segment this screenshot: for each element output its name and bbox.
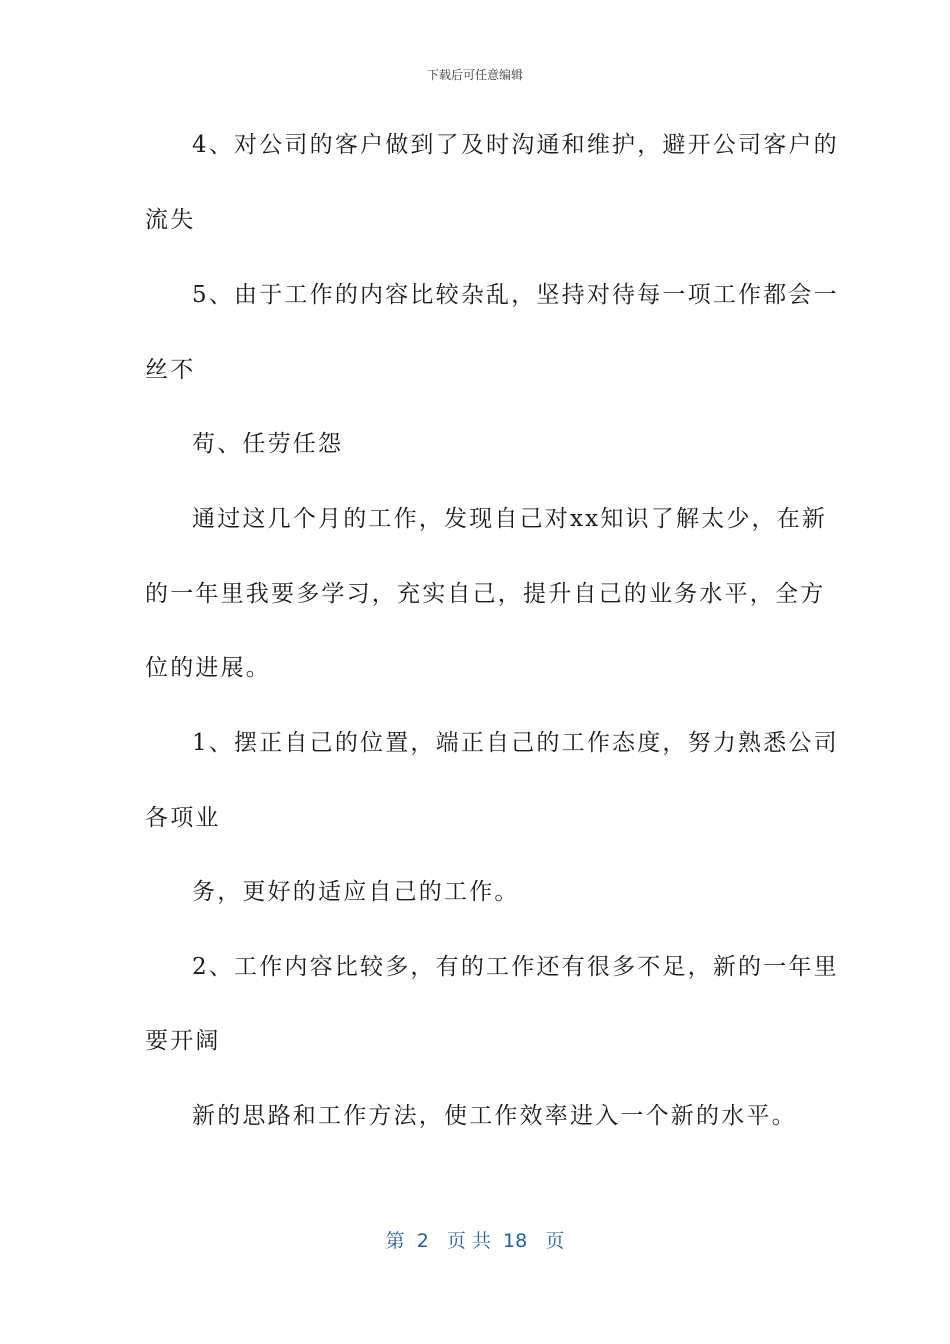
text-line: 要开阔 xyxy=(145,1028,221,1054)
text-line: 通过这几个月的工作，发现自己对xx知识了解太少，在新 xyxy=(192,506,828,532)
text-line: 新的思路和工作方法，使工作效率进入一个新的水平。 xyxy=(192,1103,797,1129)
text-line: 的一年里我要多学习，充实自己，提升自己的业务水平，全方 xyxy=(145,581,826,607)
text-line: 5、由于工作的内容比较杂乱，坚持对待每一项工作都会一 xyxy=(192,282,839,308)
text-line: 丝不 xyxy=(145,357,196,383)
header-note: 下载后可任意编辑 xyxy=(426,68,523,82)
text-line: 苟、任劳任怨 xyxy=(192,431,344,457)
text-line: 2、工作内容比较多，有的工作还有很多不足，新的一年里 xyxy=(192,954,839,980)
text-line: 各项业 xyxy=(145,805,221,831)
text-line: 务，更好的适应自己的工作。 xyxy=(192,879,520,905)
text-line: 位的进展。 xyxy=(145,655,271,681)
page-number-footer: 第 2 页 共 18 页 xyxy=(385,1230,565,1252)
text-line: 4、对公司的客户做到了及时沟通和维护，避开公司客户的 xyxy=(192,132,839,158)
text-line: 1、摆正自己的位置，端正自己的工作态度，努力熟悉公司 xyxy=(192,730,839,756)
text-line: 流失 xyxy=(145,207,196,233)
